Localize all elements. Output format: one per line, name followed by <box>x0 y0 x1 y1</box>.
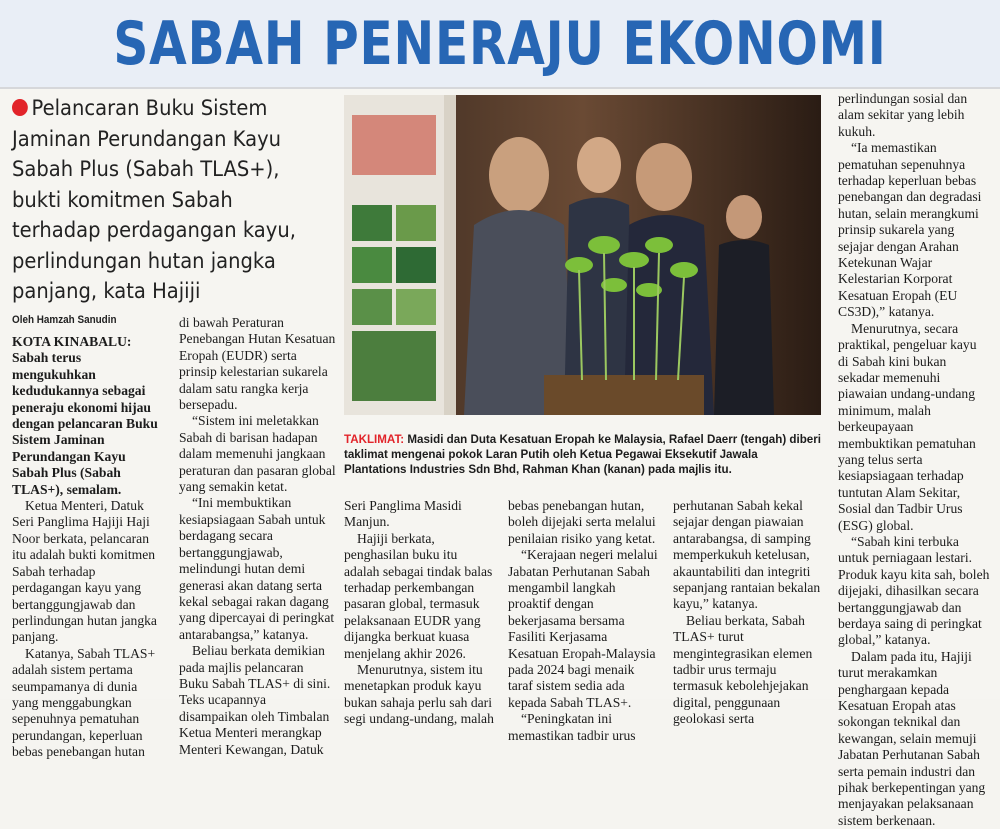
paragraph: “Sistem ini meletakkan Sabah di barisan hadapan dalam memenuhi jangkaan peraturan dan pasaran global yang semakin ketat. <box>179 413 336 495</box>
photo-illustration <box>344 95 821 415</box>
paragraph: bebas penebangan hutan, boleh dijejaki serta melalui penilaian risiko yang ketat. <box>508 498 656 546</box>
article-column-6 <box>838 91 990 828</box>
paragraph: Seri Panglima Masidi Manjun. <box>344 498 462 530</box>
article-column-4 <box>508 498 660 743</box>
paragraph: Dalam pada itu, Hajiji turut merakamkan penghargaan kepada Kesatuan Eropah atas sokongan teknikal dan kewangan, selain memuji Jabatan Perhutanan Sabah serta pemain industri dan pihak berkepentingan yang menjayakan pelaksanaan sistem berkenaan. <box>838 648 986 828</box>
paragraph: Beliau berkata demikian pada majlis pelancaran Buku Sabah TLAS+ di sini. Teks ucapannya disampaikan oleh Timbalan Ketua Menteri merangkap Menteri Kewangan, Datuk <box>179 643 331 757</box>
paragraph: “Ia memastikan pematuhan sepenuhnya terhadap keperluan bebas penebangan dan degradasi hutan, selain merangkumi prinsip sukarela yang sejajar dengan Arahan Ketekunan Wajar Kelestarian Korporat Kesatuan Eropah (EU CS3D),” katanya. <box>838 140 982 320</box>
paragraph: Katanya, Sabah TLAS+ adalah sistem pertama seumpamanya di dunia yang menggabungkan sepenuhnya pematuhan perundangan, keperluan bebas penebangan hutan <box>12 645 156 760</box>
paragraph: Hajiji berkata, penghasilan buku itu adalah sebagai tindak balas terhadap perkembangan pasaran global, termasuk pelaksanaan EUDR yang dijangka berkuat kuasa menjelang akhir 2026. <box>344 530 493 661</box>
caption-text: Masidi dan Duta Kesatuan Eropah ke Malaysia, Rafael Daerr (tengah) diberi taklimat mengenai pokok Laran Putih oleh Ketua Pegawai Eksekutif Jawala Plantations Industries Sdn Bhd, Rahman Khan (kanan) pada majlis itu. <box>344 433 821 476</box>
paragraph: Beliau berkata, Sabah TLAS+ turut mengintegrasikan elemen tadbir urus termaju termasuk kebolehjejakan digital, penggunaan geolokasi serta <box>673 612 813 727</box>
bullet-dot-icon <box>12 99 28 116</box>
headline: SABAH PENERAJU EKONOMI <box>113 9 887 79</box>
paragraph: “Peningkatan ini memastikan tadbir urus <box>508 711 636 743</box>
headline-rule <box>0 87 1000 89</box>
article-column-1 <box>12 334 164 760</box>
paragraph: “Kerajaan negeri melalui Jabatan Perhutanan Sabah mengambil langkah proaktif dengan bekerjasama bersama Fasiliti Kerjasama Kesatuan Eropah-Malaysia pada 2024 bagi menaik taraf sistem sedia ada kepada Sabah TLAS+. <box>508 547 658 710</box>
article-column-3 <box>344 498 496 727</box>
news-photo <box>344 95 821 415</box>
paragraph: Menurutnya, secara praktikal, pengeluar kayu di Sabah kini bukan sekadar memenuhi piawaian undang-undang minimum, malah berkeupayaan membuktikan pematuhan yang telus serta kesiapsiagaan terhadap tuntutan Alam Sekitar, Sosial dan Tadbir Urus (ESG) global. <box>838 320 977 533</box>
paragraph: Ketua Menteri, Datuk Seri Panglima Hajiji Haji Noor berkata, pelancaran itu adalah bukti komitmen Sabah terhadap perdagangan kayu yang bertanggungjawab dan perlindungan hutan jangka panjang. <box>12 498 157 645</box>
article-column-5 <box>673 498 821 727</box>
intro-paragraph: Sabah terus mengukuhkan kedudukannya sebagai peneraju ekonomi hijau dengan pelancaran Buku Sistem Jaminan Perundangan Kayu Sabah Plus (Sabah TLAS+), semalam. <box>12 350 158 497</box>
paragraph: “Sabah kini terbuka untuk perniagaan lestari. Produk kayu kita sah, boleh dijejaki, dihasilkan secara bertanggungjawab dan berdaya saing di peringkat global,” katanya. <box>838 533 990 648</box>
dateline: KOTA KINABALU: <box>12 334 132 349</box>
byline: Oleh Hamzah Sanudin <box>12 314 117 326</box>
article-column-2 <box>179 315 336 757</box>
paragraph: “Ini membuktikan kesiapsiagaan Sabah untuk berdagang secara bertanggungjawab, melindungi hutan demi generasi akan datang serta kekal sebagai rakan dagang yang dipercayai di peringkat antarabangsa,” katanya. <box>179 495 335 642</box>
paragraph: perlindungan sosial dan alam sekitar yang lebih kukuh. <box>838 91 968 139</box>
paragraph: Menurutnya, sistem itu menetapkan produk kayu bukan sahaja perlu sah dari segi undang-undang, malah <box>344 662 494 727</box>
photo-caption <box>344 432 821 477</box>
paragraph: di bawah Peraturan Penebangan Hutan Kesatuan Eropah (EUDR) serta prinsip kelestarian sukarela dalam satu rangka kerja bersepadu. <box>179 315 336 413</box>
lead-paragraph <box>12 93 313 307</box>
paragraph: perhutanan Sabah kekal sejajar dengan piawaian antarabangsa, di samping memperkukuh ketelusan, akauntabiliti dan integriti sepanjang rantaian bekalan kayu,” katanya. <box>673 498 821 612</box>
caption-tag: TAKLIMAT: <box>344 433 405 446</box>
lead-text: Pelancaran Buku Sistem Jaminan Perundangan Kayu Sabah Plus (Sabah TLAS+), bukti komitmen Sabah terhadap perdagangan kayu, perlindungan hutan jangka panjang, kata Hajiji <box>12 96 296 303</box>
